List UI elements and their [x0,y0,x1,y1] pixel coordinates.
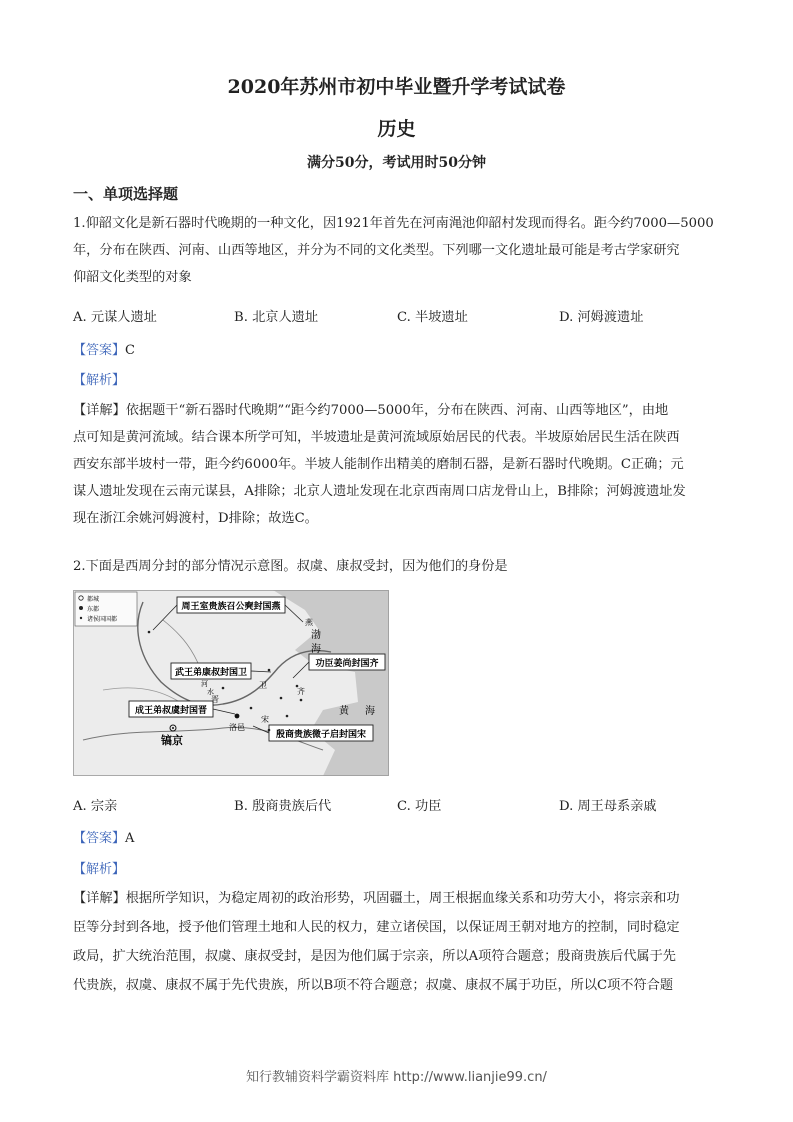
place-luoyi: 洛邑 [229,723,245,732]
analysis-tag: 【解析】 [73,373,126,388]
answer-tag: 【答案】 [73,831,126,846]
q1-option-a: A. 元谋人遗址 [73,310,157,325]
q2-option-d: D. 周王母系亲戚 [559,799,657,814]
western-zhou-fief-map [73,590,389,776]
answer-value: A [125,831,135,846]
detail-line: 谋人遗址发现在云南元谋县，A排除；北京人遗址发现在北京西南周口店龙骨山上，B排除；河姆渡遗址发 [73,484,686,499]
q2-options [73,795,723,815]
map-label-qi: 功臣姜尚封国齐 [315,659,379,669]
map-label-song: 殷商贵族微子启封国宋 [275,730,367,740]
place-shui: 水 [207,688,214,696]
haojing-dot-icon [172,727,174,729]
fief-dot-icon [280,697,283,700]
fief-dot-icon [250,707,253,710]
luoyi-capital-icon [235,714,240,719]
q1-options [73,306,723,326]
detail-line: 西安东部半坡村一带，距今约6000年。半坡人能制作出精美的磨制石器，是新石器时代晚期。C正确；元 [73,457,684,472]
q1-option-c: C. 半坡遗址 [397,310,468,325]
sea-label-hai: 海 [311,644,321,655]
q1-detail [73,397,723,532]
subject-title: 历史 [377,118,416,140]
legend-label: 东都 [87,606,100,613]
place-song: 宋 [261,715,269,724]
q1-analysis-tag [73,369,125,388]
detail-line: 代贵族，叔虞、康叔不属于先代贵族，所以B项不符合题意；叔虞、康叔不属于功臣，所以C项不符合题 [73,978,674,993]
fief-dot-icon [300,699,303,702]
place-wei: 卫 [259,681,267,690]
sea-label-hai2: 海 [365,706,375,717]
q1-stem-line: 1.仰韶文化是新石器时代晚期的一种文化，因1921年首先在河南渑池仰韶村发现而得名。距今约7000—5000 [73,216,714,231]
page-footer: 知行教辅资料学霸资料库 http://www.lianjie99.cn/ [246,1070,547,1085]
q2-analysis-tag [73,858,125,877]
map-label-wei: 武王弟康叔封国卫 [174,668,248,678]
map-label-yan: 周王室贵族召公奭封国燕 [181,602,281,612]
q2-answer [73,827,134,846]
map-label-jin: 成王弟叔虞封国晋 [134,706,208,716]
q2-option-a: A. 宗亲 [73,799,118,814]
legend-label: 诸侯国国都 [87,616,118,623]
detail-line: 点可知是黄河流域。结合课本所学可知，半坡遗址是黄河流域原始居民的代表。半坡原始居民生活在陕西 [73,430,680,445]
fief-dot-icon [296,685,299,688]
sea-label-bo: 渤 [311,630,321,641]
q2-detail [73,884,723,1000]
q2-stem: 2.下面是西周分封的部分情况示意图。叔虞、康叔受封，因为他们的身份是 [73,559,508,574]
sea-label-huang: 黄 [339,706,349,717]
detail-line: 【详解】根据所学知识，为稳定周初的政治形势，巩固疆土，周王根据血缘关系和功劳大小，将宗亲和功 [73,891,680,906]
legend-label: 都城 [87,596,100,603]
fief-dot-icon [286,715,289,718]
detail-line: 现在浙江余姚河姆渡村，D排除；故选C。 [73,511,318,526]
place-yan: 燕 [305,618,313,627]
q2-option-b: B. 殷商贵族后代 [234,799,332,814]
fief-dot-icon [268,729,271,732]
detail-line: 政局，扩大统治范围，叔虞、康叔受封，是因为他们属于宗亲，所以A项符合题意；殷商贵族后代属于先 [73,949,676,964]
section-title: 一、单项选择题 [73,185,179,203]
exam-title: 2020年苏州市初中毕业暨升学考试试卷 [227,76,566,98]
east-capital-symbol-icon [79,606,83,610]
q1-option-d: D. 河姆渡遗址 [559,310,644,325]
q2-option-c: C. 功臣 [397,799,442,814]
analysis-tag: 【解析】 [73,862,126,877]
score-line: 满分50分，考试用时50分钟 [307,155,486,171]
q1-stem-line: 年，分布在陕西、河南、山西等地区，并分为不同的文化类型。下列哪一文化遗址最可能是考古学家研究 [73,243,680,258]
detail-line: 【详解】依据题干“新石器时代晚期”“距今约7000—5000年，分布在陕西、河南、山西等地区”，由地 [73,403,669,418]
q1-answer [73,339,135,358]
q1-stem [73,210,723,291]
q1-option-b: B. 北京人遗址 [234,310,319,325]
fief-dot-icon [268,669,271,672]
fief-dot-icon [148,631,151,634]
answer-tag: 【答案】 [73,343,126,358]
q1-stem-line: 仰韶文化类型的对象 [73,270,192,285]
place-haojing: 镐京 [161,734,183,747]
answer-value: C [125,343,135,358]
fief-capital-symbol-icon [80,617,82,619]
fief-dot-icon [222,687,225,690]
detail-line: 臣等分封到各地，授予他们管理土地和人民的权力，建立诸侯国，以保证周王朝对地方的控制，同时稳定 [73,920,680,935]
place-qi: 齐 [297,687,305,696]
place-he: 河 [201,680,208,688]
place-jin: 晋 [211,695,219,704]
